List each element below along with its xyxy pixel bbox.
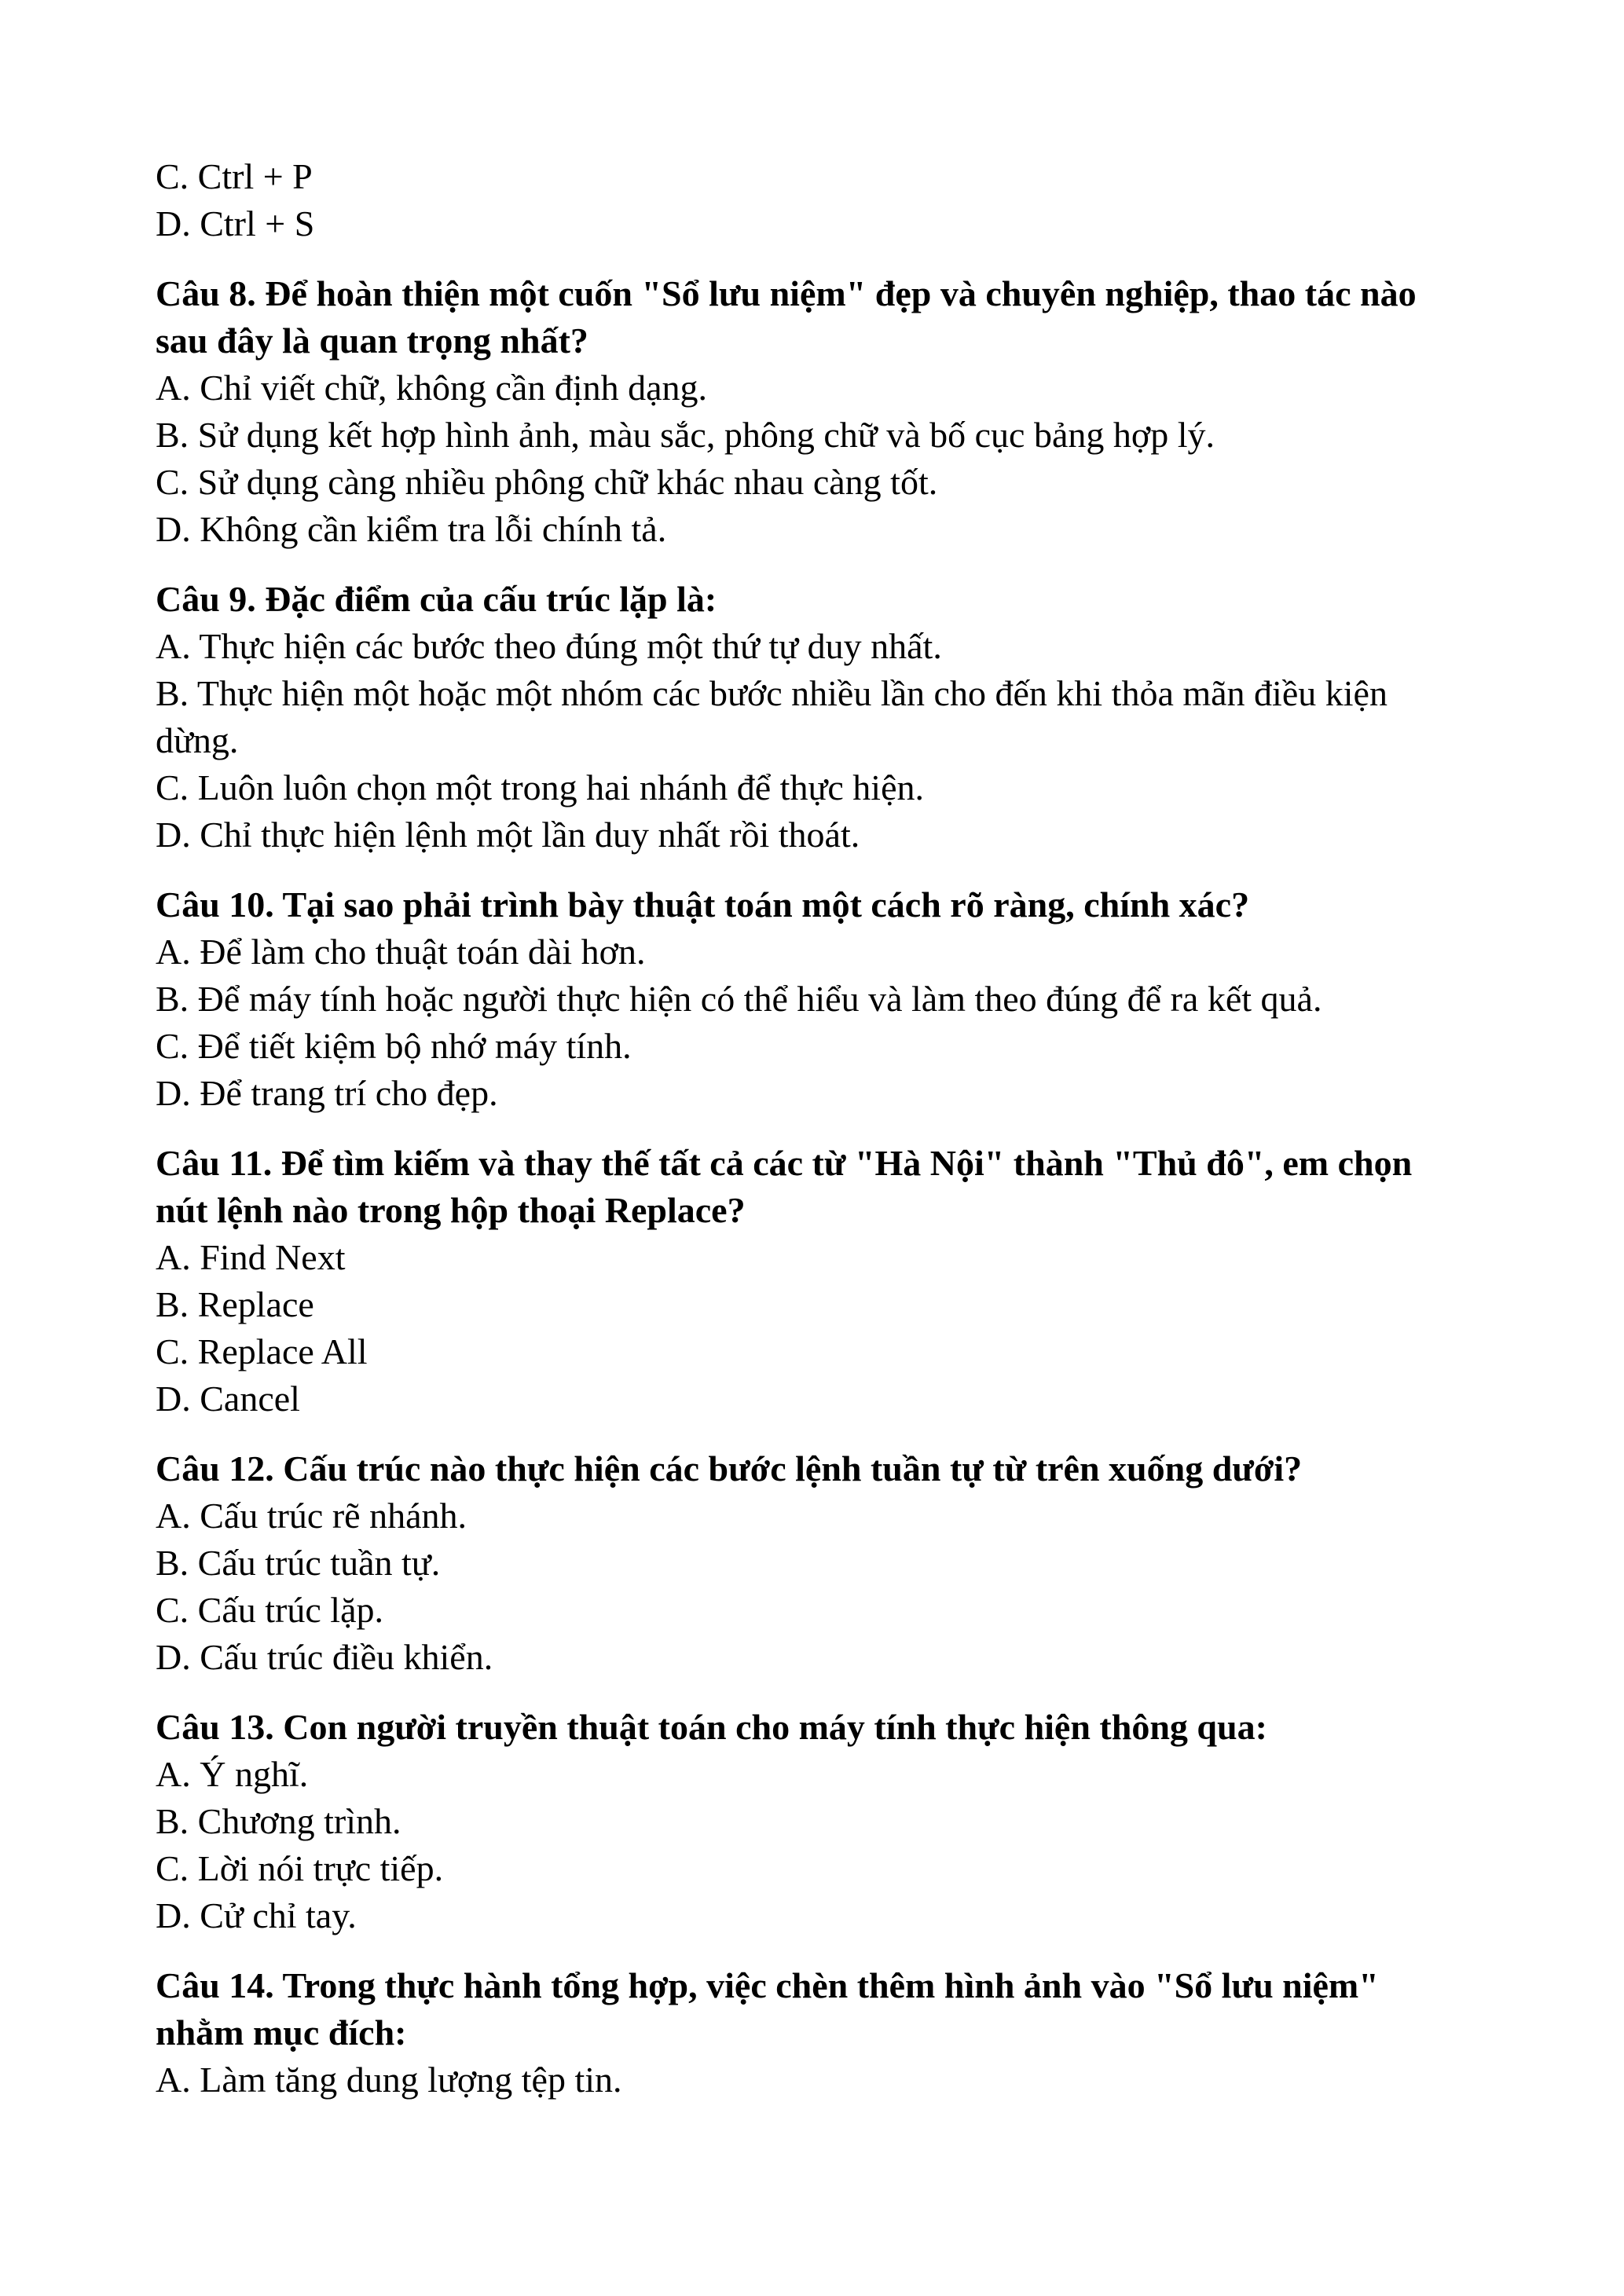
question-title: Câu 11. Để tìm kiếm và thay thế tất cả các từ "Hà Nội" thành "Thủ đô", em chọn nút lệnh nào trong hộp thoại Replace?	[156, 1143, 1413, 1230]
question-block-10	[156, 881, 1469, 1117]
question-title: Câu 13. Con người truyền thuật toán cho máy tính thực hiện thông qua:	[156, 1707, 1267, 1747]
answer-option: C. Để tiết kiệm bộ nhớ máy tính.	[156, 1026, 632, 1066]
answer-option: C. Cấu trúc lặp.	[156, 1590, 383, 1630]
answer-option: D. Chỉ thực hiện lệnh một lần duy nhất rồi thoát.	[156, 815, 860, 855]
answer-option: D. Cấu trúc điều khiển.	[156, 1637, 493, 1677]
question-block-11	[156, 1140, 1469, 1423]
answer-option: A. Find Next	[156, 1237, 346, 1277]
answer-option: B. Sử dụng kết hợp hình ảnh, màu sắc, phông chữ và bố cục bảng hợp lý.	[156, 415, 1215, 455]
question-block-12	[156, 1445, 1469, 1681]
question-block-8	[156, 270, 1469, 553]
answer-option: C. Luôn luôn chọn một trong hai nhánh để thực hiện.	[156, 767, 924, 807]
answer-option: A. Thực hiện các bước theo đúng một thứ tự duy nhất.	[156, 626, 942, 666]
question-title: Câu 12. Cấu trúc nào thực hiện các bước lệnh tuần tự từ trên xuống dưới?	[156, 1448, 1303, 1489]
answer-option: B. Chương trình.	[156, 1801, 401, 1841]
answer-option: A. Ý nghĩ.	[156, 1754, 309, 1794]
answer-option: D. Để trang trí cho đẹp.	[156, 1073, 498, 1113]
answer-option: D. Ctrl + S	[156, 203, 315, 244]
question-block-14	[156, 1962, 1469, 2104]
answer-option: C. Sử dụng càng nhiều phông chữ khác nhau càng tốt.	[156, 462, 938, 502]
answer-option: D. Cancel	[156, 1379, 300, 1419]
answer-option: C. Lời nói trực tiếp.	[156, 1848, 444, 1888]
question-block-13	[156, 1704, 1469, 1939]
answer-option: B. Để máy tính hoặc người thực hiện có thể hiểu và làm theo đúng để ra kết quả.	[156, 979, 1322, 1019]
answer-option: A. Cấu trúc rẽ nhánh.	[156, 1496, 467, 1536]
question-title: Câu 10. Tại sao phải trình bày thuật toán một cách rõ ràng, chính xác?	[156, 884, 1250, 925]
answer-option: B. Thực hiện một hoặc một nhóm các bước nhiều lần cho đến khi thỏa mãn điều kiện dừng.	[156, 673, 1388, 760]
answer-option: C. Ctrl + P	[156, 156, 313, 196]
answer-option: D. Cử chỉ tay.	[156, 1895, 357, 1935]
question-title: Câu 8. Để hoàn thiện một cuốn "Sổ lưu niệm" đẹp và chuyên nghiệp, thao tác nào sau đây là quan trọng nhất?	[156, 273, 1417, 361]
question-title: Câu 14. Trong thực hành tổng hợp, việc chèn thêm hình ảnh vào "Sổ lưu niệm" nhằm mục đích:	[156, 1965, 1379, 2052]
answer-option: A. Làm tăng dung lượng tệp tin.	[156, 2060, 622, 2100]
answer-option: C. Replace All	[156, 1331, 368, 1371]
answer-option: D. Không cần kiểm tra lỗi chính tả.	[156, 509, 667, 549]
answer-option: A. Chỉ viết chữ, không cần định dạng.	[156, 368, 708, 408]
answer-option: B. Cấu trúc tuần tự.	[156, 1543, 441, 1583]
question-title: Câu 9. Đặc điểm của cấu trúc lặp là:	[156, 579, 717, 619]
answer-option: A. Để làm cho thuật toán dài hơn.	[156, 932, 646, 972]
answer-option: B. Replace	[156, 1284, 314, 1324]
question-block-9	[156, 576, 1469, 859]
